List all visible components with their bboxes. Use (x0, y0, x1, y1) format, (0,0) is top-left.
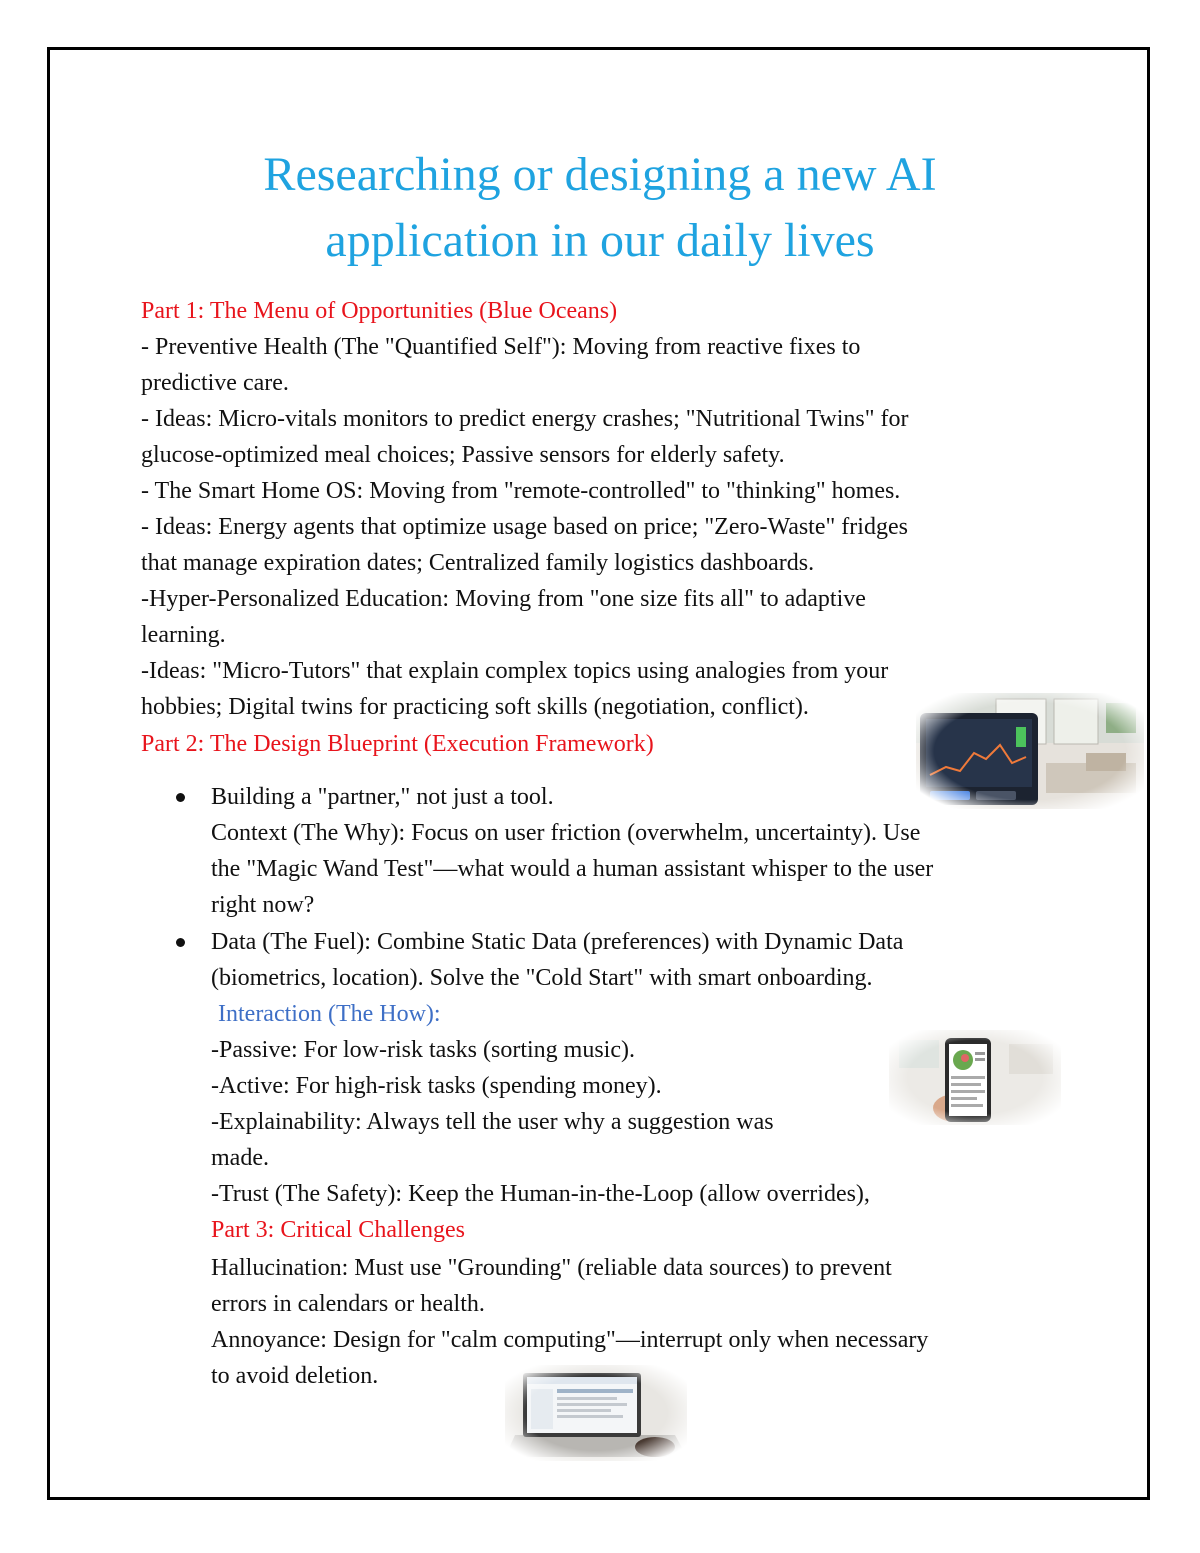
bullet-dot (176, 938, 185, 947)
interaction-line: -Passive: For low-risk tasks (sorting music). (211, 1037, 635, 1063)
bullet2-line: (biometrics, location). Solve the "Cold Start" with smart onboarding. (211, 965, 873, 991)
part1-line: predictive care. (141, 370, 289, 396)
part1-line: that manage expiration dates; Centralized family logistics dashboards. (141, 550, 815, 576)
part1-line: - Ideas: Micro-vitals monitors to predict energy crashes; "Nutritional Twins" for (141, 406, 909, 432)
part3-heading: Part 3: Critical Challenges (211, 1217, 465, 1243)
part1-heading: Part 1: The Menu of Opportunities (Blue Oceans) (141, 298, 618, 324)
part3-line: to avoid deletion. (211, 1363, 379, 1389)
part1-line: - Preventive Health (The "Quantified Self"): Moving from reactive fixes to (141, 334, 861, 360)
bullet1-line: right now? (211, 892, 315, 918)
bullet-dot (176, 793, 185, 802)
part1-line: learning. (141, 622, 226, 648)
interaction-line: -Trust (The Safety): Keep the Human-in-the-Loop (allow overrides), (211, 1181, 870, 1207)
bullet1-line: the "Magic Wand Test"—what would a human assistant whisper to the user (211, 856, 934, 882)
part1-line: -Ideas: "Micro-Tutors" that explain complex topics using analogies from your (141, 658, 889, 684)
smart-home-tablet-image (916, 693, 1144, 809)
interaction-line: -Active: For high-risk tasks (spending money). (211, 1073, 662, 1099)
part3-line: Hallucination: Must use "Grounding" (reliable data sources) to prevent (211, 1255, 892, 1281)
page-title-line-2: application in our daily lives (325, 214, 875, 267)
part1-line: hobbies; Digital twins for practicing soft skills (negotiation, conflict). (141, 694, 809, 720)
interaction-line: -Explainability: Always tell the user why a suggestion was (211, 1109, 774, 1135)
interaction-line: made. (211, 1145, 269, 1171)
part1-line: glucose-optimized meal choices; Passive sensors for elderly safety. (141, 442, 785, 468)
part1-line: -Hyper-Personalized Education: Moving from "one size fits all" to adaptive (141, 586, 866, 612)
page-title-line-1: Researching or designing a new AI (263, 148, 937, 201)
laptop-image (505, 1365, 687, 1461)
bullet1-line: Context (The Why): Focus on user friction (overwhelm, uncertainty). Use (211, 820, 921, 846)
part3-line: errors in calendars or health. (211, 1291, 485, 1317)
interaction-heading: Interaction (The How): (218, 1001, 441, 1027)
part3-line: Annoyance: Design for "calm computing"—interrupt only when necessary (211, 1327, 929, 1353)
part1-line: - The Smart Home OS: Moving from "remote-controlled" to "thinking" homes. (141, 478, 901, 504)
bullet2-line: Data (The Fuel): Combine Static Data (preferences) with Dynamic Data (211, 929, 904, 955)
part1-line: - Ideas: Energy agents that optimize usage based on price; "Zero-Waste" fridges (141, 514, 908, 540)
part2-heading: Part 2: The Design Blueprint (Execution Framework) (141, 731, 654, 757)
meal-app-phone-image (889, 1030, 1061, 1125)
bullet1-line: Building a "partner," not just a tool. (211, 784, 554, 810)
